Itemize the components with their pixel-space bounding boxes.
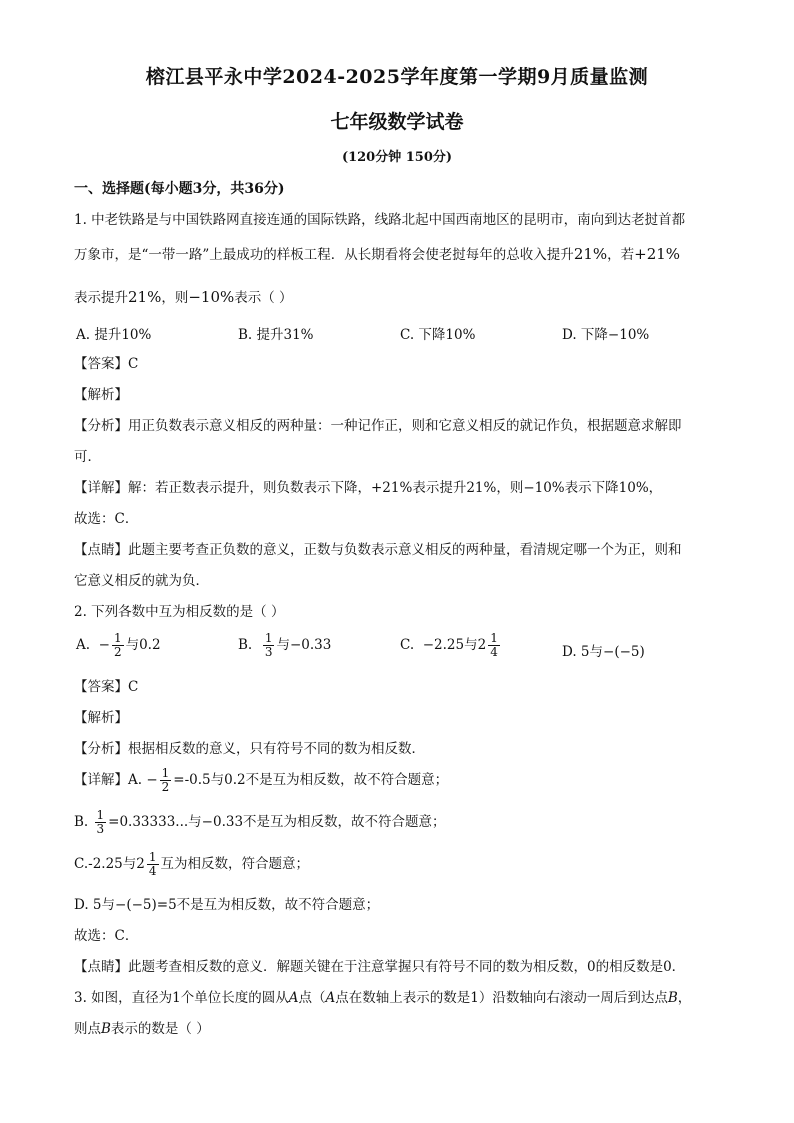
q2-option-c: C. −2.25与2 $\frac{1}{4}$ (400, 631, 498, 659)
q1-comment-line2: 它意义相反的就为负． (74, 573, 209, 589)
q3-stem-line1: 3. 如图，直径为1个单位长度的圆从A点（A点在数轴上表示的数是1）沿数轴向右滚动一周后到达点B， (74, 990, 692, 1006)
q1-comment-line1: 【点睛】此题主要考查正负数的意义，正数与负数表示意义相反的两种量，看清规定哪一个为正，则和 (74, 542, 682, 558)
q1-detail: 【详解】解：若正数表示提升，则负数表示下降，+21%表示提升21%，则−10%表示下降10%， (74, 480, 663, 496)
q1-analysis-heading: 【解析】 (74, 387, 128, 403)
q2-stem: 2. 下列各数中互为相反数的是（ ） (74, 604, 285, 620)
q1-answer: 【答案】C (74, 356, 139, 372)
q2-analysis-heading: 【解析】 (74, 710, 128, 726)
q2-option-a: A. − $\frac{1}{2}$ 与0.2 (76, 631, 161, 659)
q1-stem-line1: 1. 中老铁路是与中国铁路网直接连通的国际铁路，线路北起中国西南地区的昆明市，南向到达老挝首都 (74, 212, 686, 228)
q2-detail-a: 【详解】A. − $\frac{1}{2}$ =-0.5与0.2不是互为相反数，故不符合题意； (74, 766, 449, 794)
q2-choice: 故选：C． (74, 928, 139, 944)
q1-stem-line3: 表示提升21%，则−10%表示（ ） (74, 288, 293, 306)
q2-answer: 【答案】C (74, 679, 139, 695)
q2-detail-c: C.-2.25与2 $\frac{1}{4}$ 互为相反数，符合题意； (74, 850, 309, 878)
q1-option-a: A. 提升10% (76, 327, 152, 343)
q2-comment: 【点睛】此题考查相反数的意义．解题关键在于注意掌握只有符号不同的数为相反数，0的相反数是0． (74, 959, 686, 975)
q1-option-b: B. 提升31% (238, 327, 314, 343)
exam-subject-title: 七年级数学试卷 (330, 111, 464, 133)
q2-detail-b: B. $\frac{1}{3}$ =0.33333...与−0.33不是互为相反数，故不符合题意； (74, 808, 446, 836)
q1-option-d: D. 下降−10% (562, 327, 650, 343)
q2-option-d: D. 5与−(−5) (562, 644, 645, 660)
q1-stem-line2: 万象市，是“一带一路”上最成功的样板工程．从长期看将会使老挝每年的总收入提升21%，若+21% (74, 245, 681, 263)
q1-option-c: C. 下降10% (400, 327, 476, 343)
q3-stem-line2: 则点B表示的数是（ ） (74, 1021, 210, 1037)
section-heading: 一、选择题(每小题3分，共36分) (74, 181, 285, 197)
q2-detail-d: D. 5与−(−5)=5不是互为相反数，故不符合题意； (74, 897, 380, 913)
exam-duration-score: (120分钟 150分) (341, 150, 453, 165)
q2-option-b: B. $\frac{1}{3}$ 与−0.33 (238, 631, 332, 659)
q1-choice: 故选：C． (74, 511, 139, 527)
q1-fenxi-line1: 【分析】用正负数表示意义相反的两种量：一种记作正，则和它意义相反的就记作负，根据题意求解即 (74, 418, 682, 434)
q2-fenxi: 【分析】根据相反数的意义，只有符号不同的数为相反数． (74, 741, 425, 757)
q1-fenxi-line2: 可． (74, 449, 101, 465)
exam-title: 榕江县平永中学2024-2025学年度第一学期9月质量监测 (145, 66, 649, 88)
